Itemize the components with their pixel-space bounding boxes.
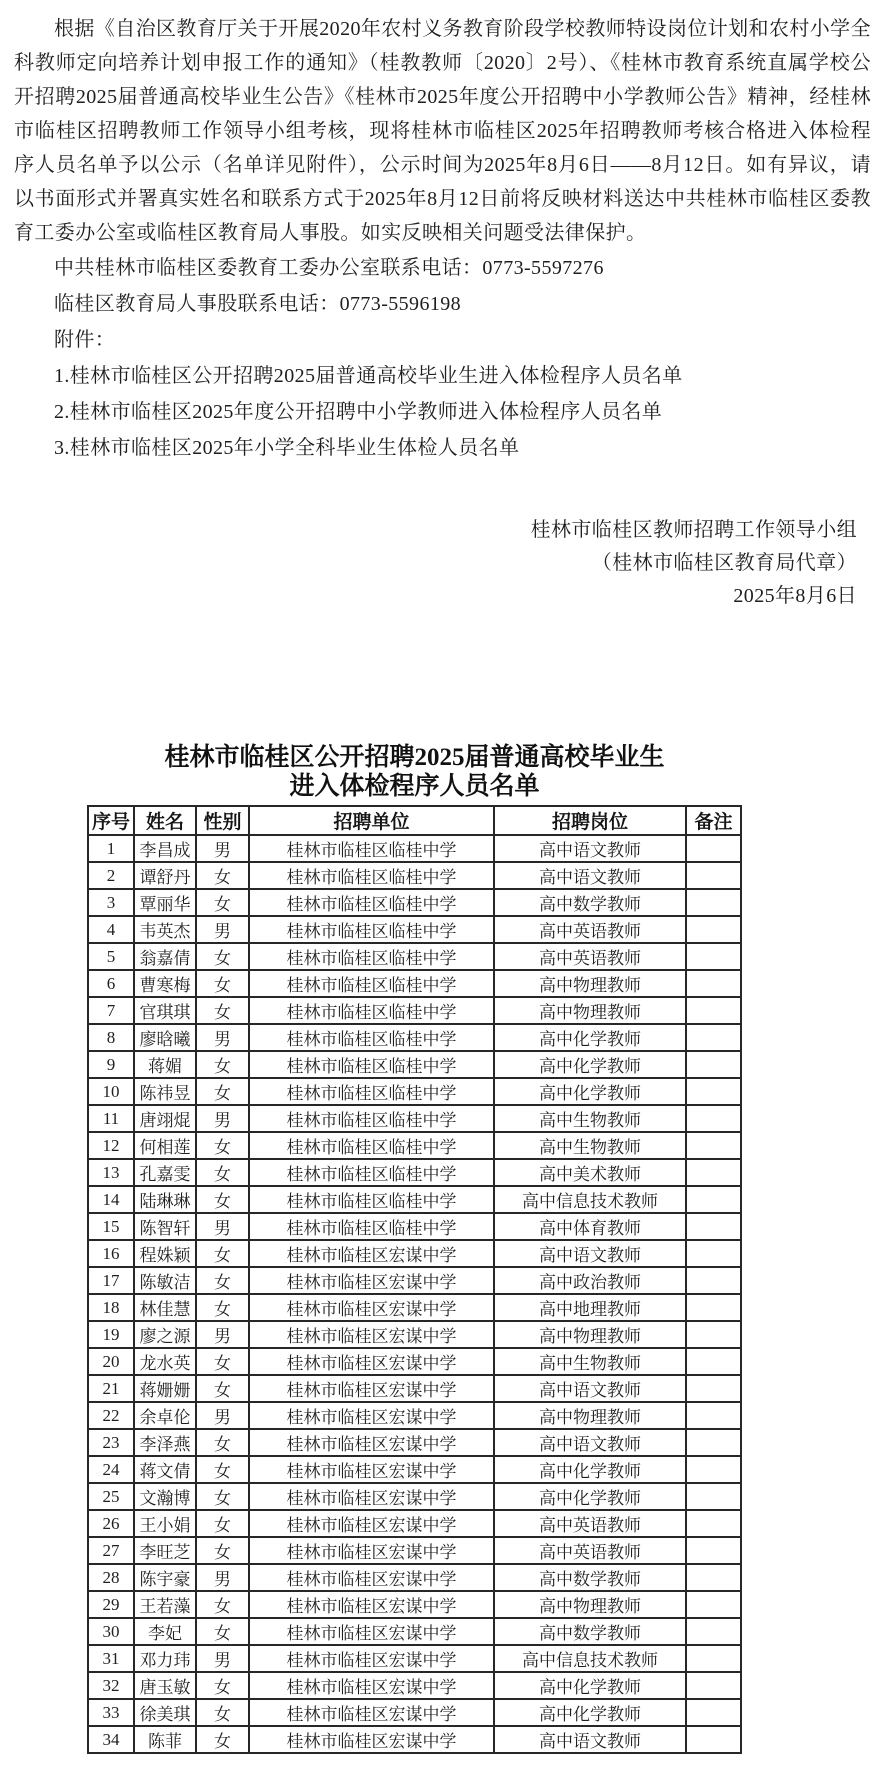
cell-unit: 桂林市临桂区临桂中学 [249,889,494,916]
cell-position: 高中化学教师 [494,1051,686,1078]
cell-index: 6 [88,970,134,997]
cell-gender: 女 [196,1240,249,1267]
cell-index: 28 [88,1564,134,1591]
cell-remark [686,1726,741,1753]
table-row [88,1240,741,1267]
cell-position: 高中数学教师 [494,889,686,916]
cell-unit: 桂林市临桂区宏谋中学 [249,1429,494,1456]
cell-index: 10 [88,1078,134,1105]
cell-name: 余卓伦 [134,1402,196,1429]
cell-remark [686,1024,741,1051]
cell-gender: 女 [196,1132,249,1159]
cell-position: 高中化学教师 [494,1699,686,1726]
cell-name: 覃丽华 [134,889,196,916]
col-header-unit: 招聘单位 [249,806,494,835]
table-row [88,1294,741,1321]
col-header-index: 序号 [88,806,134,835]
cell-index: 17 [88,1267,134,1294]
cell-remark [686,1105,741,1132]
cell-name: 陈敏洁 [134,1267,196,1294]
cell-name: 程姝颖 [134,1240,196,1267]
cell-position: 高中语文教师 [494,1726,686,1753]
cell-gender: 男 [196,835,249,862]
signature-org: 桂林市临桂区教师招聘工作领导小组 [530,519,857,541]
table-row [88,943,741,970]
cell-unit: 桂林市临桂区临桂中学 [249,1051,494,1078]
cell-position: 高中语文教师 [494,1375,686,1402]
cell-unit: 桂林市临桂区临桂中学 [249,943,494,970]
cell-remark [686,862,741,889]
roster-section [87,743,742,1754]
table-row [88,1510,741,1537]
cell-remark [686,1645,741,1672]
cell-name: 李旺芝 [134,1537,196,1564]
cell-remark [686,1672,741,1699]
cell-gender: 女 [196,1726,249,1753]
cell-unit: 桂林市临桂区宏谋中学 [249,1672,494,1699]
col-header-remark: 备注 [686,806,741,835]
attachment-item-3: 3.桂林市临桂区2025年小学全科毕业生体检人员名单 [54,437,520,459]
col-header-position: 招聘岗位 [494,806,686,835]
cell-remark [686,943,741,970]
cell-position: 高中信息技术教师 [494,1645,686,1672]
cell-name: 蒋文倩 [134,1456,196,1483]
attachments-label: 附件： [54,329,116,351]
cell-remark [686,1537,741,1564]
cell-index: 23 [88,1429,134,1456]
cell-name: 林佳慧 [134,1294,196,1321]
cell-index: 30 [88,1618,134,1645]
signature-block [14,514,871,613]
cell-position: 高中物理教师 [494,1321,686,1348]
cell-gender: 男 [196,916,249,943]
cell-unit: 桂林市临桂区宏谋中学 [249,1510,494,1537]
cell-index: 27 [88,1537,134,1564]
cell-gender: 女 [196,1456,249,1483]
cell-gender: 女 [196,1348,249,1375]
signature-date: 2025年8月6日 [733,585,857,607]
cell-gender: 女 [196,1051,249,1078]
cell-gender: 女 [196,1267,249,1294]
cell-index: 5 [88,943,134,970]
table-row [88,1726,741,1753]
table-row [88,1078,741,1105]
cell-gender: 男 [196,1321,249,1348]
cell-unit: 桂林市临桂区宏谋中学 [249,1402,494,1429]
cell-unit: 桂林市临桂区临桂中学 [249,916,494,943]
cell-unit: 桂林市临桂区临桂中学 [249,1186,494,1213]
cell-remark [686,1132,741,1159]
cell-position: 高中信息技术教师 [494,1186,686,1213]
cell-gender: 女 [196,997,249,1024]
cell-remark [686,1375,741,1402]
header-row [88,806,741,835]
cell-index: 18 [88,1294,134,1321]
cell-name: 官琪琪 [134,997,196,1024]
cell-index: 8 [88,1024,134,1051]
cell-name: 蒋姗姗 [134,1375,196,1402]
cell-unit: 桂林市临桂区宏谋中学 [249,1456,494,1483]
cell-position: 高中数学教师 [494,1564,686,1591]
cell-name: 廖之源 [134,1321,196,1348]
cell-position: 高中语文教师 [494,835,686,862]
cell-gender: 男 [196,1213,249,1240]
cell-remark [686,1456,741,1483]
cell-index: 3 [88,889,134,916]
cell-gender: 女 [196,1078,249,1105]
cell-unit: 桂林市临桂区宏谋中学 [249,1537,494,1564]
table-row [88,1213,741,1240]
cell-name: 孔嘉雯 [134,1159,196,1186]
table-row [88,1591,741,1618]
table-row [88,835,741,862]
signature-seal-note: （桂林市临桂区教育局代章） [591,552,857,574]
cell-name: 邓力玮 [134,1645,196,1672]
cell-index: 9 [88,1051,134,1078]
cell-name: 李昌成 [134,835,196,862]
cell-gender: 男 [196,1564,249,1591]
table-row [88,1132,741,1159]
cell-index: 31 [88,1645,134,1672]
cell-position: 高中英语教师 [494,1510,686,1537]
cell-unit: 桂林市临桂区临桂中学 [249,1132,494,1159]
cell-index: 34 [88,1726,134,1753]
roster-table [87,805,742,1754]
cell-name: 廖晗曦 [134,1024,196,1051]
table-row [88,1672,741,1699]
cell-remark [686,1078,741,1105]
cell-unit: 桂林市临桂区宏谋中学 [249,1375,494,1402]
cell-position: 高中英语教师 [494,1537,686,1564]
cell-index: 25 [88,1483,134,1510]
cell-remark [686,1510,741,1537]
cell-gender: 女 [196,889,249,916]
cell-position: 高中语文教师 [494,862,686,889]
table-row [88,1051,741,1078]
cell-name: 韦英杰 [134,916,196,943]
table-row [88,970,741,997]
table-row [88,1483,741,1510]
cell-gender: 女 [196,1699,249,1726]
cell-unit: 桂林市临桂区临桂中学 [249,1078,494,1105]
table-row [88,1024,741,1051]
table-row [88,1267,741,1294]
roster-table-body [88,835,741,1753]
roster-title-line1: 桂林市临桂区公开招聘2025届普通高校毕业生 [164,744,665,771]
cell-position: 高中美术教师 [494,1159,686,1186]
cell-position: 高中化学教师 [494,1078,686,1105]
cell-unit: 桂林市临桂区临桂中学 [249,970,494,997]
cell-gender: 女 [196,1618,249,1645]
cell-unit: 桂林市临桂区宏谋中学 [249,1348,494,1375]
cell-name: 陆琳琳 [134,1186,196,1213]
cell-index: 26 [88,1510,134,1537]
cell-remark [686,970,741,997]
cell-index: 22 [88,1402,134,1429]
cell-index: 1 [88,835,134,862]
cell-unit: 桂林市临桂区宏谋中学 [249,1483,494,1510]
cell-unit: 桂林市临桂区宏谋中学 [249,1564,494,1591]
cell-remark [686,1402,741,1429]
cell-gender: 男 [196,1105,249,1132]
table-row [88,1105,741,1132]
table-row [88,1537,741,1564]
cell-gender: 女 [196,1672,249,1699]
cell-name: 唐玉敏 [134,1672,196,1699]
cell-index: 11 [88,1105,134,1132]
cell-gender: 男 [196,1024,249,1051]
cell-gender: 女 [196,970,249,997]
cell-name: 徐美琪 [134,1699,196,1726]
cell-index: 13 [88,1159,134,1186]
cell-name: 谭舒丹 [134,862,196,889]
cell-unit: 桂林市临桂区临桂中学 [249,862,494,889]
cell-position: 高中数学教师 [494,1618,686,1645]
cell-remark [686,1294,741,1321]
cell-gender: 女 [196,1483,249,1510]
cell-name: 蒋媚 [134,1051,196,1078]
cell-position: 高中物理教师 [494,1402,686,1429]
cell-unit: 桂林市临桂区宏谋中学 [249,1240,494,1267]
cell-index: 12 [88,1132,134,1159]
table-row [88,1321,741,1348]
cell-gender: 男 [196,1645,249,1672]
cell-remark [686,1213,741,1240]
cell-name: 陈智轩 [134,1213,196,1240]
table-row [88,1564,741,1591]
cell-position: 高中语文教师 [494,1240,686,1267]
cell-index: 33 [88,1699,134,1726]
table-row [88,1645,741,1672]
contact-phone-office: 中共桂林市临桂区委教育工委办公室联系电话：0773-5597276 [54,257,604,279]
cell-position: 高中化学教师 [494,1456,686,1483]
cell-index: 15 [88,1213,134,1240]
cell-gender: 男 [196,1402,249,1429]
cell-name: 王小娟 [134,1510,196,1537]
cell-index: 16 [88,1240,134,1267]
cell-gender: 女 [196,1429,249,1456]
cell-index: 20 [88,1348,134,1375]
cell-remark [686,1618,741,1645]
col-header-name: 姓名 [134,806,196,835]
cell-remark [686,1159,741,1186]
table-row [88,1456,741,1483]
cell-index: 29 [88,1591,134,1618]
table-row [88,997,741,1024]
cell-unit: 桂林市临桂区宏谋中学 [249,1267,494,1294]
cell-unit: 桂林市临桂区宏谋中学 [249,1321,494,1348]
cell-unit: 桂林市临桂区临桂中学 [249,997,494,1024]
cell-name: 李泽燕 [134,1429,196,1456]
table-row [88,1402,741,1429]
cell-gender: 女 [196,862,249,889]
attachment-item-1: 1.桂林市临桂区公开招聘2025届普通高校毕业生进入体检程序人员名单 [54,365,683,387]
table-row [88,1375,741,1402]
col-header-gender: 性别 [196,806,249,835]
cell-index: 7 [88,997,134,1024]
cell-unit: 桂林市临桂区临桂中学 [249,1159,494,1186]
cell-index: 2 [88,862,134,889]
table-row [88,1618,741,1645]
cell-unit: 桂林市临桂区宏谋中学 [249,1618,494,1645]
cell-gender: 女 [196,1294,249,1321]
cell-gender: 女 [196,1510,249,1537]
contact-phone-personnel: 临桂区教育局人事股联系电话：0773-5596198 [54,293,462,315]
cell-gender: 女 [196,1375,249,1402]
cell-remark [686,1564,741,1591]
cell-unit: 桂林市临桂区临桂中学 [249,835,494,862]
cell-unit: 桂林市临桂区临桂中学 [249,1105,494,1132]
cell-unit: 桂林市临桂区宏谋中学 [249,1294,494,1321]
cell-remark [686,1240,741,1267]
cell-name: 唐翊焜 [134,1105,196,1132]
cell-position: 高中物理教师 [494,970,686,997]
cell-position: 高中化学教师 [494,1483,686,1510]
cell-position: 高中英语教师 [494,916,686,943]
cell-gender: 女 [196,1591,249,1618]
cell-name: 文瀚博 [134,1483,196,1510]
cell-position: 高中语文教师 [494,1429,686,1456]
table-row [88,862,741,889]
attachment-item-2: 2.桂林市临桂区2025年度公开招聘中小学教师进入体检程序人员名单 [54,401,663,423]
cell-unit: 桂林市临桂区临桂中学 [249,1213,494,1240]
cell-gender: 女 [196,1537,249,1564]
cell-remark [686,889,741,916]
table-row [88,916,741,943]
cell-remark [686,1267,741,1294]
cell-name: 王若藻 [134,1591,196,1618]
cell-position: 高中英语教师 [494,943,686,970]
cell-position: 高中化学教师 [494,1672,686,1699]
cell-name: 陈祎昱 [134,1078,196,1105]
cell-position: 高中生物教师 [494,1348,686,1375]
cell-index: 14 [88,1186,134,1213]
cell-remark [686,1429,741,1456]
cell-name: 龙水英 [134,1348,196,1375]
cell-remark [686,1591,741,1618]
cell-gender: 女 [196,1186,249,1213]
cell-remark [686,997,741,1024]
cell-name: 翁嘉倩 [134,943,196,970]
cell-gender: 女 [196,943,249,970]
table-row [88,1348,741,1375]
cell-index: 19 [88,1321,134,1348]
cell-name: 曹寒梅 [134,970,196,997]
cell-gender: 女 [196,1159,249,1186]
cell-remark [686,1699,741,1726]
cell-remark [686,1186,741,1213]
announcement-body: 根据《自治区教育厅关于开展2020年农村义务教育阶段学校教师特设岗位计划和农村小学全科教师定向培养计划申报工作的通知》（桂教教师〔2020〕2号）、《桂林市教育系统直属学校公开招聘2025届普通高校毕业生公告》《桂林市2025年度公开招聘中小学教师公告》精神，经桂林市临桂区招聘教师工作领导小组考核，现将桂林市临桂区2025年招聘教师考核合格进入体检程序人员名单予以公示（名单详见附件），公示时间为2025年8月6日——8月12日。如有异议，请以书面形式并署真实姓名和联系方式于2025年8月12日前将反映材料送达中共桂林市临桂区委教育工委办公室或临桂区教育局人事股。如实反映相关问题受法律保护。 [14,18,871,244]
cell-index: 4 [88,916,134,943]
cell-remark [686,1051,741,1078]
cell-name: 陈宇豪 [134,1564,196,1591]
cell-name: 何相莲 [134,1132,196,1159]
table-row [88,1159,741,1186]
cell-remark [686,835,741,862]
cell-position: 高中地理教师 [494,1294,686,1321]
cell-name: 李妃 [134,1618,196,1645]
cell-position: 高中体育教师 [494,1213,686,1240]
roster-title-line2: 进入体检程序人员名单 [289,773,540,800]
roster-table-header [88,806,741,835]
cell-remark [686,1321,741,1348]
cell-position: 高中化学教师 [494,1024,686,1051]
cell-index: 32 [88,1672,134,1699]
cell-remark [686,1348,741,1375]
cell-position: 高中生物教师 [494,1105,686,1132]
cell-unit: 桂林市临桂区宏谋中学 [249,1726,494,1753]
cell-name: 陈菲 [134,1726,196,1753]
cell-position: 高中政治教师 [494,1267,686,1294]
table-row [88,889,741,916]
cell-remark [686,916,741,943]
cell-index: 24 [88,1456,134,1483]
cell-unit: 桂林市临桂区临桂中学 [249,1024,494,1051]
cell-unit: 桂林市临桂区宏谋中学 [249,1645,494,1672]
cell-remark [686,1483,741,1510]
cell-position: 高中物理教师 [494,1591,686,1618]
cell-position: 高中生物教师 [494,1132,686,1159]
cell-unit: 桂林市临桂区宏谋中学 [249,1591,494,1618]
table-row [88,1429,741,1456]
table-row [88,1699,741,1726]
table-row [88,1186,741,1213]
cell-position: 高中物理教师 [494,997,686,1024]
cell-unit: 桂林市临桂区宏谋中学 [249,1699,494,1726]
cell-index: 21 [88,1375,134,1402]
